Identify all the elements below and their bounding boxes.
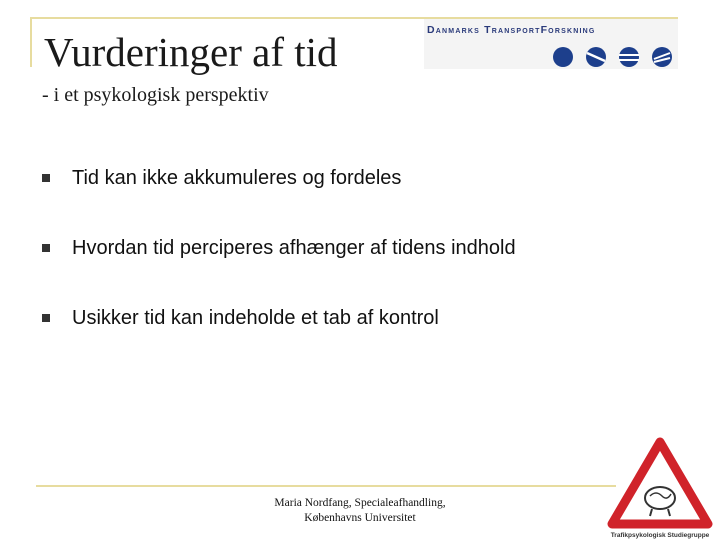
logo-text-label: Danmarks TransportForskning	[427, 24, 596, 36]
logo-circle-3	[619, 47, 639, 67]
square-bullet-icon	[42, 174, 50, 182]
bullet-text: Tid kan ikke akkumuleres og fordeles	[72, 167, 402, 189]
warning-triangle	[612, 442, 708, 524]
square-bullet-icon	[42, 314, 50, 322]
square-bullet-icon	[42, 244, 50, 252]
logo-circle-1	[553, 47, 573, 67]
footer-credit	[190, 496, 530, 526]
title-frame-left-border	[30, 17, 32, 67]
logo-icon	[552, 44, 678, 70]
footer-author: Maria Nordfang, Specialeafhandling,	[274, 497, 446, 509]
slide-subtitle: - i et psykologisk perspektiv	[42, 84, 269, 106]
bullet-item	[40, 230, 680, 266]
slide-title: Vurderinger af tid	[44, 29, 338, 75]
bullet-item	[40, 300, 680, 336]
sign-caption: Trafikpsykologisk Studiegruppe	[610, 532, 710, 539]
logo-text	[427, 24, 596, 36]
footer-institution: Københavns Universitet	[304, 512, 416, 524]
bullet-list	[40, 160, 680, 370]
bullet-item	[40, 160, 680, 196]
bullet-text: Hvordan tid perciperes afhænger af tidens indhold	[72, 237, 516, 259]
warning-sign-icon	[604, 436, 716, 540]
bullet-text: Usikker tid kan indeholde et tab af kontrol	[72, 307, 439, 329]
footer-divider	[36, 485, 616, 487]
